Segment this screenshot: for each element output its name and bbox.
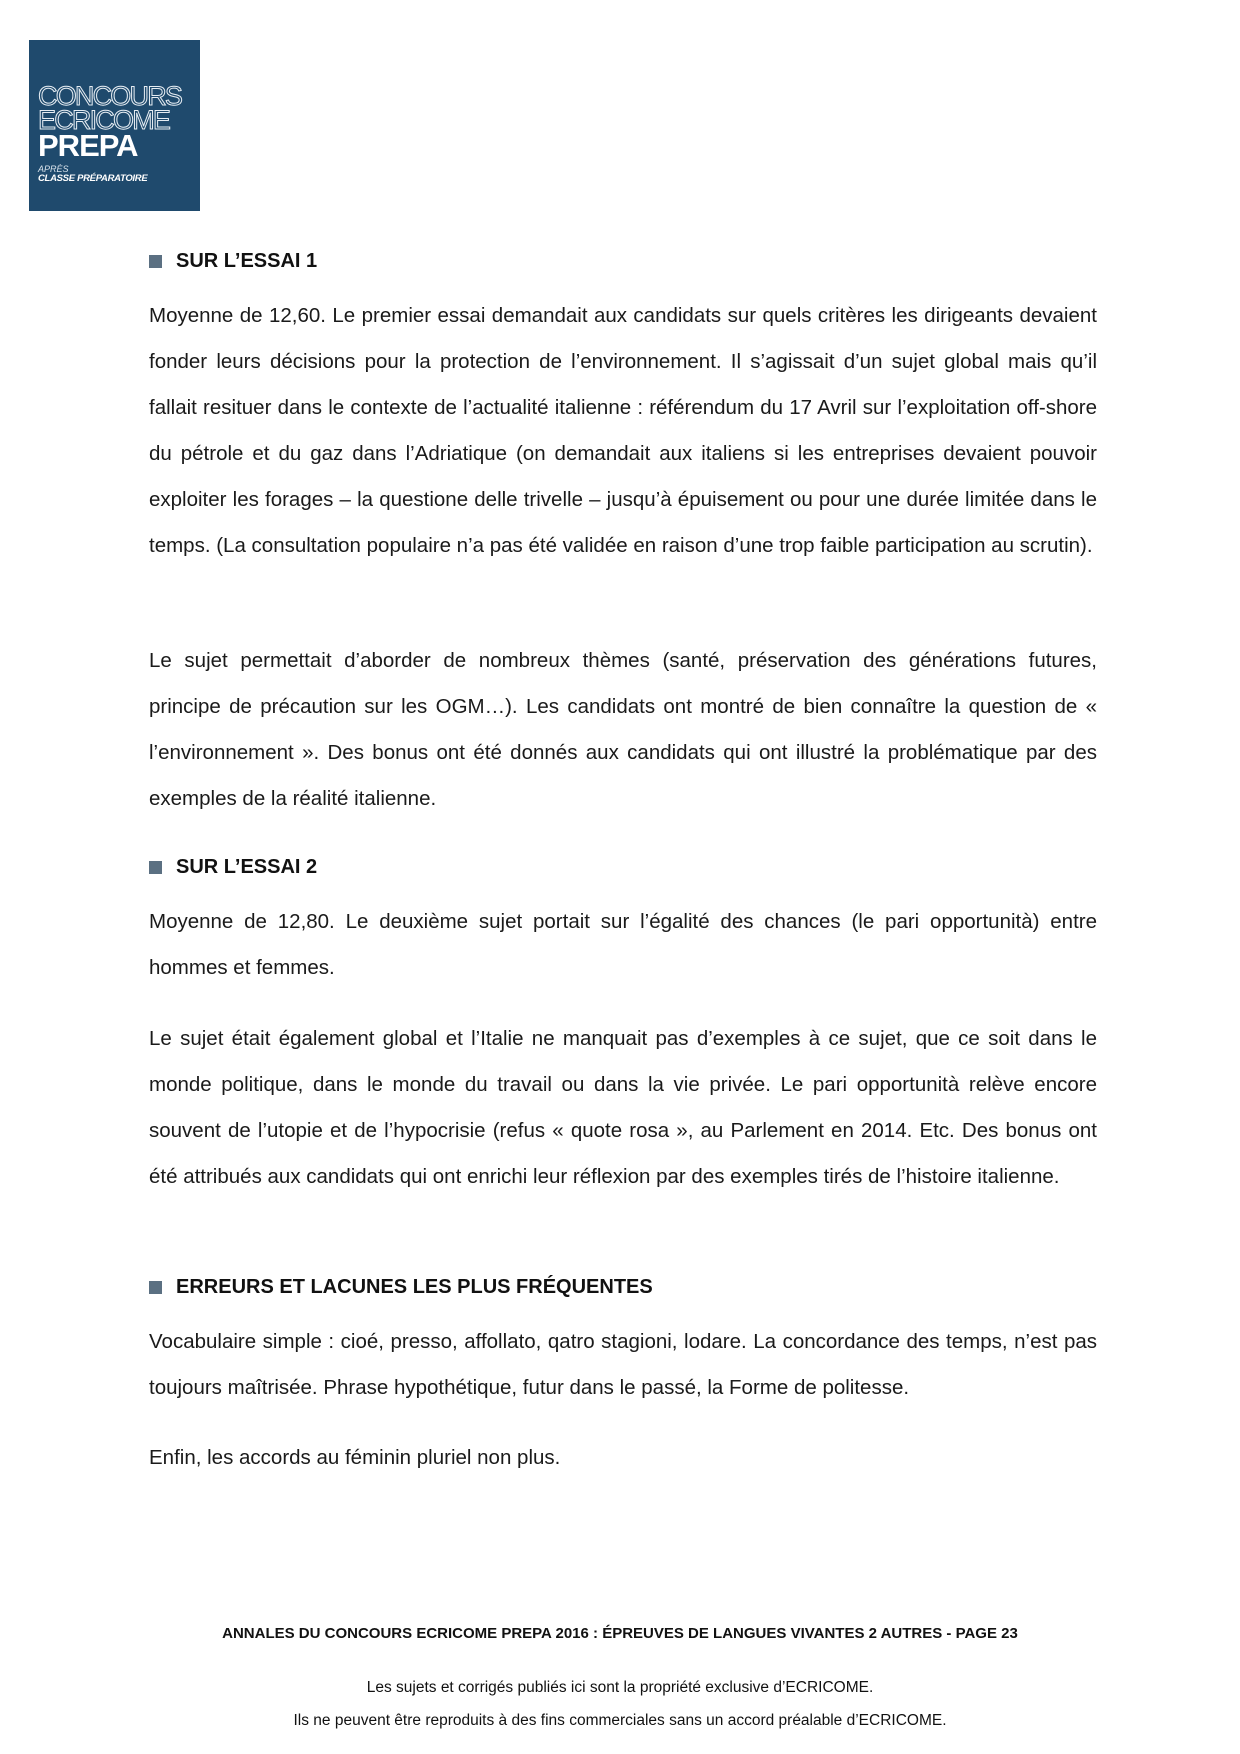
square-bullet-icon — [149, 255, 162, 268]
concours-ecricome-prepa-logo — [29, 40, 200, 211]
footer-copyright-line-1: Les sujets et corrigés publiés ici sont la propriété exclusive d’ECRICOME. — [366, 1679, 874, 1696]
paragraph-essai-2-global: Le sujet était également global et l’Italie ne manquait pas d’exemples à ce sujet, que ce soit dans le monde politique, dans le monde du travail ou dans la vie privée. Le pari opportunità relève encore souvent de l’utopie et de l’hypocrisie (refus « quote rosa », au Parlement en 2014. Etc. Des bonus ont été attribués aux candidats qui ont enrichi leur réflexion par des exemples tirés de l’histoire italienne. — [149, 1027, 1097, 1188]
section-heading-essai-1 — [149, 248, 317, 274]
paragraph-essai-1-moyenne: Moyenne de 12,60. Le premier essai demandait aux candidats sur quels critères les dirigeants devaient fonder leurs décisions pour la protection de l’environnement. Il s’agissait d’un sujet global mais qu’il fallait resituer dans le contexte de l’actualité italienne : référendum du 17 Avril sur l’exploitation off-shore du pétrole et du gaz dans l’Adriatique (on demandait aux italiens si les entreprises devaient pouvoir exploiter les forages – la questione delle trivelle – jusqu’à épuisement ou pour une durée limitée dans le temps. (La consultation populaire n’a pas été validée en raison d’une trop faible participation au scrutin). — [149, 304, 1097, 557]
section-heading-text: SUR L’ESSAI 1 — [176, 250, 318, 272]
logo-line-concours: CONCOURS — [38, 81, 182, 111]
section-heading-text: ERREURS ET LACUNES LES PLUS FRÉQUENTES — [176, 1276, 653, 1298]
paragraph-vocabulaire: Vocabulaire simple : cioé, presso, affollato, qatro stagioni, lodare. La concordance des temps, n’est pas toujours maîtrisée. Phrase hypothétique, futur dans le passé, la Forme de politesse. — [149, 1330, 1097, 1399]
section-heading-erreurs — [149, 1274, 653, 1300]
paragraph-essai-1-themes: Le sujet permettait d’aborder de nombreux thèmes (santé, préservation des générations futures, principe de précaution sur les OGM…). Les candidats ont montré de bien connaître la question de « l’environnement ». Des bonus ont été donnés aux candidats qui ont illustré la problématique par des exemples de la réalité italienne. — [149, 649, 1097, 810]
section-heading-text: SUR L’ESSAI 2 — [176, 856, 318, 878]
square-bullet-icon — [149, 861, 162, 874]
paragraph-accords: Enfin, les accords au féminin pluriel non plus. — [149, 1446, 561, 1469]
logo-line-classe-preparatoire: CLASSE PRÉPARATOIRE — [38, 173, 148, 184]
logo-line-apres: APRÈS — [38, 164, 69, 174]
footer-copyright-line-2: Ils ne peuvent être reproduits à des fins commerciales sans un accord préalable d’ECRICOME. — [293, 1712, 947, 1729]
logo-line-prepa: PREPA — [38, 128, 138, 163]
logo-line-ecricome: ECRICOME — [38, 105, 170, 135]
section-heading-essai-2 — [149, 854, 317, 880]
paragraph-essai-2-moyenne: Moyenne de 12,80. Le deuxième sujet portait sur l’égalité des chances (le pari opportunità) entre hommes et femmes. — [149, 910, 1097, 979]
footer-title: ANNALES DU CONCOURS ECRICOME PREPA 2016 : ÉPREUVES DE LANGUES VIVANTES 2 AUTRES - PAGE 23 — [222, 1625, 1018, 1642]
square-bullet-icon — [149, 1281, 162, 1294]
